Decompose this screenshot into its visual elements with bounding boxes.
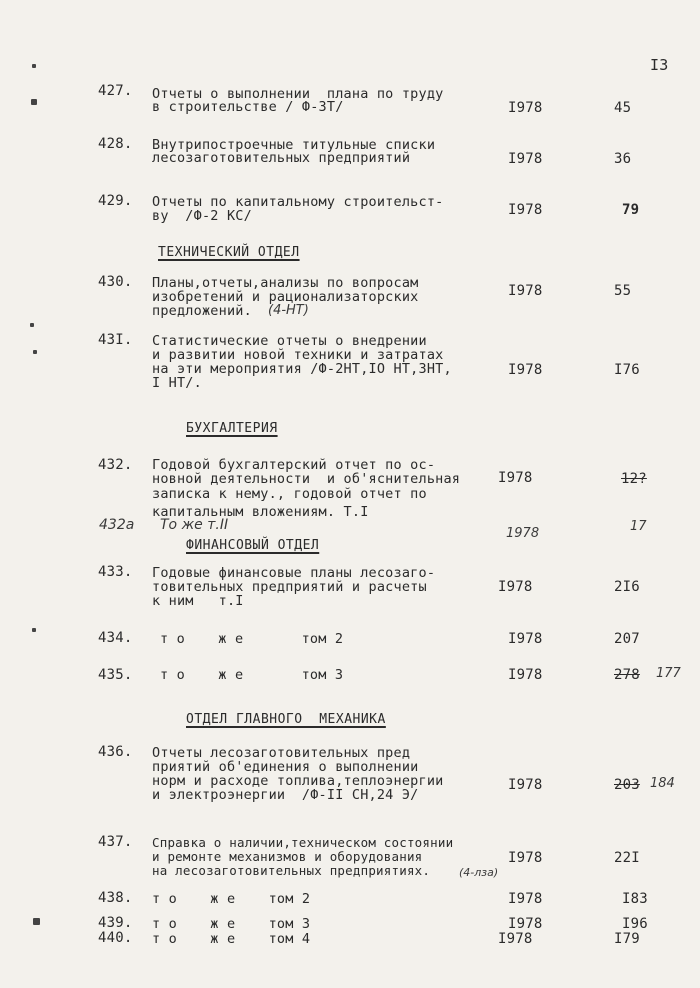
handwritten-note: (4-лза) — [459, 866, 499, 879]
entry-number: 436. — [98, 744, 133, 760]
section-heading-accounting: БУХГАЛТЕРИЯ — [186, 421, 278, 436]
entry-year: I978 — [498, 579, 533, 595]
entry-line: и ремонте механизмов и оборудования — [152, 849, 423, 864]
entry-text: То же т.II — [160, 517, 229, 533]
entry-line: Статистические отчеты о внедрении — [152, 333, 427, 349]
entry-line: Годовой бухгалтерский отчет по ос- — [152, 457, 436, 473]
entry-number: 440. — [98, 930, 133, 946]
entry-year: I978 — [508, 362, 543, 378]
entry-text: т о ж е том 3 — [160, 667, 344, 683]
entry-number: 429. — [98, 193, 133, 209]
entry-count: 2I6 — [614, 579, 640, 595]
entry-count: 36 — [614, 151, 632, 167]
entry-count: I79 — [614, 931, 640, 947]
section-heading-technical: ТЕХНИЧЕСКИЙ ОТДЕЛ — [158, 245, 300, 260]
entry-count: 12? — [621, 471, 647, 487]
entry-count: I96 — [622, 916, 648, 932]
entry-count: I76 — [614, 362, 640, 378]
entry-line: на эти мероприятия /Ф-2НТ,IO НТ,3НТ, — [152, 361, 452, 377]
entry-line: новной деятельности и об'яснительная — [152, 471, 461, 487]
entry-year: I978 — [508, 667, 543, 683]
entry-line: на лесозаготовительных предприятиях. — [152, 863, 431, 878]
entry-line: I НТ/. — [152, 375, 202, 391]
margin-mark — [33, 918, 40, 925]
entry-line: в строительстве / Ф-3Т/ — [152, 99, 344, 115]
entry-count-old: 203 — [614, 777, 640, 793]
entry-text: т о ж е том 2 — [160, 631, 344, 647]
section-heading-finance: ФИНАНСОВЫЙ ОТДЕЛ — [186, 538, 320, 553]
entry-number: 437. — [98, 834, 133, 850]
entry-line: норм и расходе топлива,теплоэнергии — [152, 773, 444, 789]
entry-number: 43I. — [98, 332, 133, 348]
entry-line: товительных предприятий и расчеты — [152, 579, 427, 595]
entry-line: Годовые финансовые планы лесозаго- — [152, 565, 436, 581]
entry-count: 22I — [614, 850, 640, 866]
entry-number: 430. — [98, 274, 133, 290]
entry-line: и развитии новой техники и затратах — [152, 347, 444, 363]
entry-count: 207 — [614, 631, 640, 647]
entry-number: 439. — [98, 915, 133, 931]
entry-number: 428. — [98, 136, 133, 152]
entry-line: Отчеты о выполнении плана по труду — [152, 86, 444, 102]
entry-text: т о ж е том 2 — [152, 891, 311, 907]
entry-count: I83 — [622, 891, 648, 907]
entry-year: I978 — [508, 151, 543, 167]
entry-text: т о ж е том 3 — [152, 916, 311, 932]
section-heading-mechanic: ОТДЕЛ ГЛАВНОГО МЕХАНИКА — [186, 712, 386, 727]
entry-line: изобретений и рационализаторских — [152, 289, 419, 305]
entry-line: Отчеты лесозаготовительных пред — [152, 745, 411, 761]
entry-year: I978 — [508, 891, 543, 907]
entry-number: 433. — [98, 564, 133, 580]
entry-number: 427. — [98, 83, 133, 99]
entry-year: I978 — [508, 631, 543, 647]
entry-line: Внутрипостроечные титульные списки — [152, 137, 436, 153]
entry-count: 55 — [614, 283, 632, 299]
entry-year: I978 — [498, 931, 533, 947]
entry-year: I978 — [508, 850, 543, 866]
entry-count: 17 — [630, 519, 647, 534]
handwritten-note: (4-НТ) — [268, 303, 309, 318]
entry-count-old: 278 — [614, 667, 640, 683]
entry-year: I978 — [498, 470, 533, 486]
page-number: I3 — [650, 56, 669, 74]
entry-line: Справка о наличии,техническом состоянии — [152, 835, 454, 850]
entry-line: капитальным вложениям. Т.I — [152, 504, 369, 520]
entry-year: I978 — [508, 100, 543, 116]
entry-count: 79 — [622, 202, 640, 218]
entry-year: I978 — [508, 916, 543, 932]
entry-number: 434. — [98, 630, 133, 646]
entry-line: приятий об'единения о выполнении — [152, 759, 419, 775]
margin-mark — [32, 628, 36, 632]
entry-line: Отчеты по капитальному строительст- — [152, 194, 444, 210]
entry-line: ву /Ф-2 КС/ — [152, 208, 252, 224]
entry-count: 45 — [614, 100, 632, 116]
entry-text: т о ж е том 4 — [152, 931, 311, 947]
entry-number: 435. — [98, 667, 133, 683]
entry-year: I978 — [508, 202, 543, 218]
entry-year: 1978 — [506, 526, 540, 541]
entry-number: 432. — [98, 457, 133, 473]
entry-line: к ним т.I — [152, 593, 244, 609]
margin-mark — [32, 64, 36, 68]
entry-line: записка к нему., годовой отчет по — [152, 486, 427, 502]
entry-line: предложений. — [152, 303, 252, 319]
margin-mark — [30, 323, 34, 327]
entry-line: Планы,отчеты,анализы по вопросам — [152, 275, 419, 291]
entry-line: лесозаготовительных предприятий — [152, 150, 411, 166]
entry-number: 438. — [98, 890, 133, 906]
entry-count: 177 — [656, 666, 681, 681]
margin-mark — [33, 350, 37, 354]
entry-year: I978 — [508, 777, 543, 793]
entry-line: и электроэнергии /Ф-II СН,24 Э/ — [152, 787, 419, 803]
margin-mark — [31, 99, 37, 105]
entry-year: I978 — [508, 283, 543, 299]
entry-number: 432а — [99, 517, 135, 533]
entry-count: 184 — [650, 776, 675, 791]
